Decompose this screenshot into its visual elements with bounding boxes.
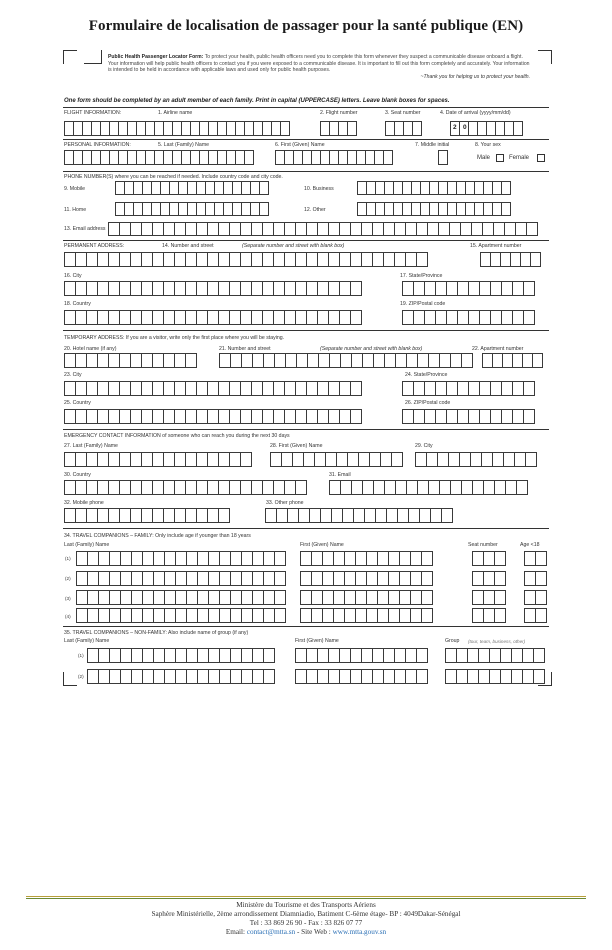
sex-male-label: Male	[477, 155, 491, 161]
char-box[interactable]	[416, 669, 428, 684]
family-age-label: Age <18	[520, 542, 540, 548]
emergency-first-label: 28. First (Given) Name	[270, 443, 323, 449]
first-name-label: 6. First (Given) Name	[275, 142, 325, 148]
emergency-email-boxes[interactable]	[329, 480, 528, 495]
family-last-label: Last (Family) Name	[64, 542, 110, 548]
perm-apartment-boxes[interactable]	[480, 252, 541, 267]
char-box[interactable]	[525, 452, 537, 467]
date-arrival-label: 4. Date of arrival (yyyy/mm/dd)	[440, 110, 511, 116]
char-box[interactable]	[501, 181, 511, 195]
family-row-4-seat-boxes[interactable]	[472, 608, 506, 623]
temp-street-label: 21. Number and street	[219, 346, 271, 352]
family-row-3-age-boxes[interactable]	[524, 590, 547, 605]
perm-apartment-label: 15. Apartment number	[470, 243, 522, 249]
perm-street-label: 14. Number and street	[162, 243, 214, 249]
char-box[interactable]	[494, 551, 506, 566]
sex-male-checkbox[interactable]	[496, 154, 504, 162]
family-row-2-seat-boxes[interactable]	[472, 571, 506, 586]
footer-rule-green	[26, 898, 586, 899]
middle-initial-label: 7. Middle initial	[415, 142, 450, 148]
perm-zip-label: 19. ZIP/Postal code	[400, 301, 446, 307]
char-box[interactable]	[412, 121, 422, 136]
char-box[interactable]	[461, 353, 473, 368]
footer-site-link[interactable]: www.mtta.gouv.sn	[332, 928, 387, 936]
seat-number-label: 3. Seat number	[385, 110, 421, 116]
emergency-mobile-boxes[interactable]	[64, 508, 230, 523]
char-box[interactable]	[441, 508, 453, 523]
section-divider-flight	[63, 107, 549, 108]
family-row-3-last-boxes[interactable]	[76, 590, 286, 605]
corner-mark-top-left	[63, 50, 77, 64]
other-phone-boxes[interactable]	[357, 202, 511, 216]
footer-ministry: Ministère du Tourisme et des Transports Aériens	[236, 901, 376, 909]
char-box[interactable]	[274, 590, 286, 605]
business-boxes[interactable]	[357, 181, 511, 195]
family-row-3-seat-boxes[interactable]	[472, 590, 506, 605]
char-box[interactable]	[350, 381, 362, 396]
corner-mark-top-right	[538, 50, 552, 64]
char-box[interactable]	[516, 480, 528, 495]
section-divider-temporary	[63, 330, 549, 331]
first-name-boxes[interactable]	[275, 150, 393, 165]
hotel-name-boxes[interactable]	[64, 353, 197, 368]
char-box[interactable]	[240, 452, 252, 467]
nonfamily-section-label: 35. TRAVEL COMPANIONS – NON-FAMILY: Also include name of group (if any)	[64, 630, 249, 636]
email-label: 13. Email address	[64, 226, 106, 232]
char-box[interactable]	[347, 121, 357, 136]
char-box[interactable]	[494, 590, 506, 605]
section-divider-permanent	[63, 240, 549, 241]
last-name-label: 5. Last (Family) Name	[158, 142, 210, 148]
perm-street-hint: (Separate number and street with blank box)	[242, 243, 345, 249]
your-sex-label: 8. Your sex	[475, 142, 501, 148]
emergency-last-label: 27. Last (Family) Name	[64, 443, 118, 449]
form-title: Formulaire de localisation de passager pour la santé publique (EN)	[88, 18, 524, 34]
hotel-name-label: 20. Hotel name (if any)	[64, 346, 117, 352]
emergency-first-boxes[interactable]	[270, 452, 403, 467]
perm-country-boxes[interactable]	[64, 310, 362, 325]
last-name-boxes[interactable]	[64, 150, 254, 165]
temp-street-hint: (Separate number and street with blank box)	[320, 346, 423, 352]
section-divider-family	[63, 528, 549, 529]
char-box[interactable]	[523, 281, 535, 296]
footer-rule-gold	[26, 896, 586, 897]
nonfamily-row-2-first-boxes[interactable]	[295, 669, 428, 684]
nonfamily-row-2-group-boxes[interactable]	[445, 669, 545, 684]
phone-section-label: PHONE NUMBER(S) where you can be reached if needed. Include country code and city code.	[64, 174, 283, 180]
family-row-4-last-boxes[interactable]	[76, 608, 286, 623]
char-box[interactable]	[416, 252, 428, 267]
family-row-4-label: (4)	[65, 614, 71, 619]
char-box[interactable]	[274, 608, 286, 623]
nonfamily-row-2-label: (2)	[78, 674, 84, 679]
family-row-1-first-boxes[interactable]	[300, 551, 433, 566]
char-box[interactable]	[416, 648, 428, 663]
char-box[interactable]	[350, 281, 362, 296]
section-divider-phone	[63, 171, 549, 172]
char-box[interactable]	[274, 551, 286, 566]
char-box[interactable]	[513, 121, 523, 136]
perm-state-boxes[interactable]	[402, 281, 535, 296]
temp-country-label: 25. Country	[64, 400, 91, 406]
personal-section-label: PERSONAL INFORMATION:	[64, 142, 131, 148]
char-box[interactable]	[244, 150, 254, 165]
char-box[interactable]	[438, 150, 448, 165]
char-box[interactable]	[523, 381, 535, 396]
char-box[interactable]	[421, 571, 433, 586]
char-box[interactable]	[383, 150, 393, 165]
corner-mark-bottom-left	[63, 672, 77, 686]
temp-zip-boxes[interactable]	[402, 409, 535, 424]
nonfamily-group-label: Group	[445, 638, 460, 644]
emergency-city-label: 29. City	[415, 443, 433, 449]
emergency-last-boxes[interactable]	[64, 452, 252, 467]
emergency-country-label: 30. Country	[64, 472, 91, 478]
family-row-2-first-boxes[interactable]	[300, 571, 433, 586]
char-box[interactable]	[274, 571, 286, 586]
temporary-section-label: TEMPORARY ADDRESS: If you are a visitor, write only the first place where you will be staying.	[64, 335, 285, 341]
footer-email-link[interactable]: contact@mtta.sn	[246, 928, 296, 936]
footer-tel: Tel : 33 869 26 90 - Fax : 33 826 07 77	[249, 919, 363, 927]
home-label: 11. Home	[64, 207, 87, 213]
char-box[interactable]	[535, 590, 547, 605]
section-divider-personal	[63, 139, 549, 140]
char-box[interactable]	[494, 571, 506, 586]
char-box[interactable]	[350, 409, 362, 424]
emergency-section-label: EMERGENCY CONTACT INFORMATION of someone who can reach you during the next 30 days	[64, 433, 290, 439]
char-box[interactable]	[391, 452, 403, 467]
emergency-email-label: 31. Email	[329, 472, 351, 478]
char-box[interactable]	[263, 648, 275, 663]
seat-number-boxes[interactable]	[385, 121, 422, 136]
temp-apartment-label: 22. Apartment number	[472, 346, 524, 352]
nonfamily-last-label: Last (Family) Name	[64, 638, 110, 644]
char-box[interactable]	[523, 409, 535, 424]
temp-state-label: 24. State/Province	[405, 372, 448, 378]
section-divider-nonfamily	[63, 626, 549, 627]
nonfamily-row-1-group-boxes[interactable]	[445, 648, 545, 663]
char-box[interactable]	[532, 353, 543, 368]
nonfamily-row-1-first-boxes[interactable]	[295, 648, 428, 663]
permanent-section-label: PERMANENT ADDRESS:	[64, 243, 125, 249]
char-box[interactable]	[533, 669, 545, 684]
char-box[interactable]	[185, 353, 197, 368]
mobile-label: 9. Mobile	[64, 186, 86, 192]
char-box[interactable]	[526, 222, 538, 236]
emergency-mobile-label: 32. Mobile phone	[64, 500, 104, 506]
flight-section-label: FLIGHT INFORMATION:	[64, 110, 122, 116]
temp-city-boxes[interactable]	[64, 381, 362, 396]
sex-female-checkbox[interactable]	[537, 154, 545, 162]
emergency-country-boxes[interactable]	[64, 480, 307, 495]
email-boxes[interactable]	[108, 222, 538, 236]
airline-name-boxes[interactable]	[64, 121, 290, 136]
date-year-prefix-2: 0	[463, 124, 467, 131]
family-row-3-first-boxes[interactable]	[300, 590, 433, 605]
char-box[interactable]	[494, 608, 506, 623]
family-row-4-age-boxes[interactable]	[524, 608, 547, 623]
char-box[interactable]	[259, 181, 269, 195]
other-phone-label: 12. Other	[304, 207, 326, 213]
family-row-1-seat-boxes[interactable]	[472, 551, 506, 566]
flight-number-label: 2. Flight number	[320, 110, 358, 116]
family-row-1-label: (1)	[65, 556, 71, 561]
temp-state-boxes[interactable]	[402, 381, 535, 396]
date-arrival-boxes[interactable]	[450, 121, 523, 136]
char-box[interactable]	[501, 202, 511, 216]
airline-name-label: 1. Airline name	[158, 110, 193, 116]
notice-heading: Public Health Passenger Locator Form:	[108, 54, 204, 60]
perm-city-boxes[interactable]	[64, 281, 362, 296]
nonfamily-group-hint: (tour, team, business, other)	[468, 639, 526, 644]
emergency-other-boxes[interactable]	[265, 508, 453, 523]
char-box[interactable]	[259, 202, 269, 216]
footer-address: Saphère Ministérielle, 2ème arrondissement Diamniadio, Batiment C-6ème étage- BP : 4049Dakar-Sénégal	[151, 910, 461, 918]
business-label: 10. Business	[304, 186, 334, 192]
perm-city-label: 16. City	[64, 273, 82, 279]
char-box[interactable]	[533, 648, 545, 663]
temp-country-boxes[interactable]	[64, 409, 362, 424]
char-box[interactable]	[421, 590, 433, 605]
footer-contact	[0, 928, 612, 936]
family-section-label: 34. TRAVEL COMPANIONS – FAMILY: Only include age if younger than 18 years	[64, 533, 251, 539]
home-boxes[interactable]	[115, 202, 269, 216]
notice-text	[108, 54, 530, 80]
char-box[interactable]	[535, 608, 547, 623]
perm-state-label: 17. State/Province	[400, 273, 443, 279]
sex-female-label: Female	[509, 155, 530, 161]
family-row-1-last-boxes[interactable]	[76, 551, 286, 566]
family-first-label: First (Given) Name	[300, 542, 344, 548]
perm-zip-boxes[interactable]	[402, 310, 535, 325]
char-box[interactable]	[350, 310, 362, 325]
family-row-2-label: (2)	[65, 576, 71, 581]
char-box[interactable]	[280, 121, 290, 136]
perm-country-label: 18. Country	[64, 301, 91, 307]
instructions: One form should be completed by an adult member of each family. Print in capital (UPPERCASE) letters. Leave blank boxes for spaces.	[64, 98, 450, 104]
mobile-boxes[interactable]	[115, 181, 269, 195]
footer-site-label: - Site Web :	[296, 928, 331, 936]
family-row-1-age-boxes[interactable]	[524, 551, 547, 566]
char-box[interactable]	[523, 310, 535, 325]
family-row-2-age-boxes[interactable]	[524, 571, 547, 586]
section-divider-emergency	[63, 429, 549, 430]
char-box[interactable]	[421, 608, 433, 623]
perm-street-boxes[interactable]	[64, 252, 428, 267]
emergency-other-label: 33. Other phone	[266, 500, 304, 506]
char-box[interactable]	[218, 508, 230, 523]
temp-apartment-boxes[interactable]	[482, 353, 543, 368]
emergency-city-boxes[interactable]	[415, 452, 537, 467]
family-row-4-first-boxes[interactable]	[300, 608, 433, 623]
nonfamily-first-label: First (Given) Name	[295, 638, 339, 644]
family-seat-label: Seat number	[468, 542, 498, 548]
corner-mark-top-left-inner	[84, 50, 102, 64]
flight-number-boxes[interactable]	[320, 121, 357, 136]
nonfamily-row-2-last-boxes[interactable]	[87, 669, 275, 684]
temp-street-boxes[interactable]	[219, 353, 473, 368]
char-box[interactable]	[263, 669, 275, 684]
notice-thanks: ~Thank you for helping us to protect your health.	[420, 73, 530, 80]
notice-body: To protect your health, public health officers need you to complete this form whenever they suspect a communicable disease onboard a flight. Your information will help public health officers to contact you if you were exposed to a communicable disease. It is important to fill out this form completely and accurately. Your information is intended to be held in accordance with applicable laws and used only for public health purposes.	[108, 54, 530, 74]
date-year-prefix-1: 2	[453, 124, 457, 131]
char-box[interactable]	[295, 480, 307, 495]
nonfamily-row-1-label: (1)	[78, 653, 84, 658]
char-box[interactable]	[535, 551, 547, 566]
family-row-3-label: (3)	[65, 596, 71, 601]
temp-zip-label: 26. ZIP/Postal code	[405, 400, 451, 406]
family-row-2-last-boxes[interactable]	[76, 571, 286, 586]
temp-city-label: 23. City	[64, 372, 82, 378]
nonfamily-row-1-last-boxes[interactable]	[87, 648, 275, 663]
char-box[interactable]	[421, 551, 433, 566]
middle-initial-boxes[interactable]	[438, 150, 448, 165]
char-box[interactable]	[530, 252, 541, 267]
footer-email-label: Email:	[225, 928, 246, 936]
char-box[interactable]	[535, 571, 547, 586]
